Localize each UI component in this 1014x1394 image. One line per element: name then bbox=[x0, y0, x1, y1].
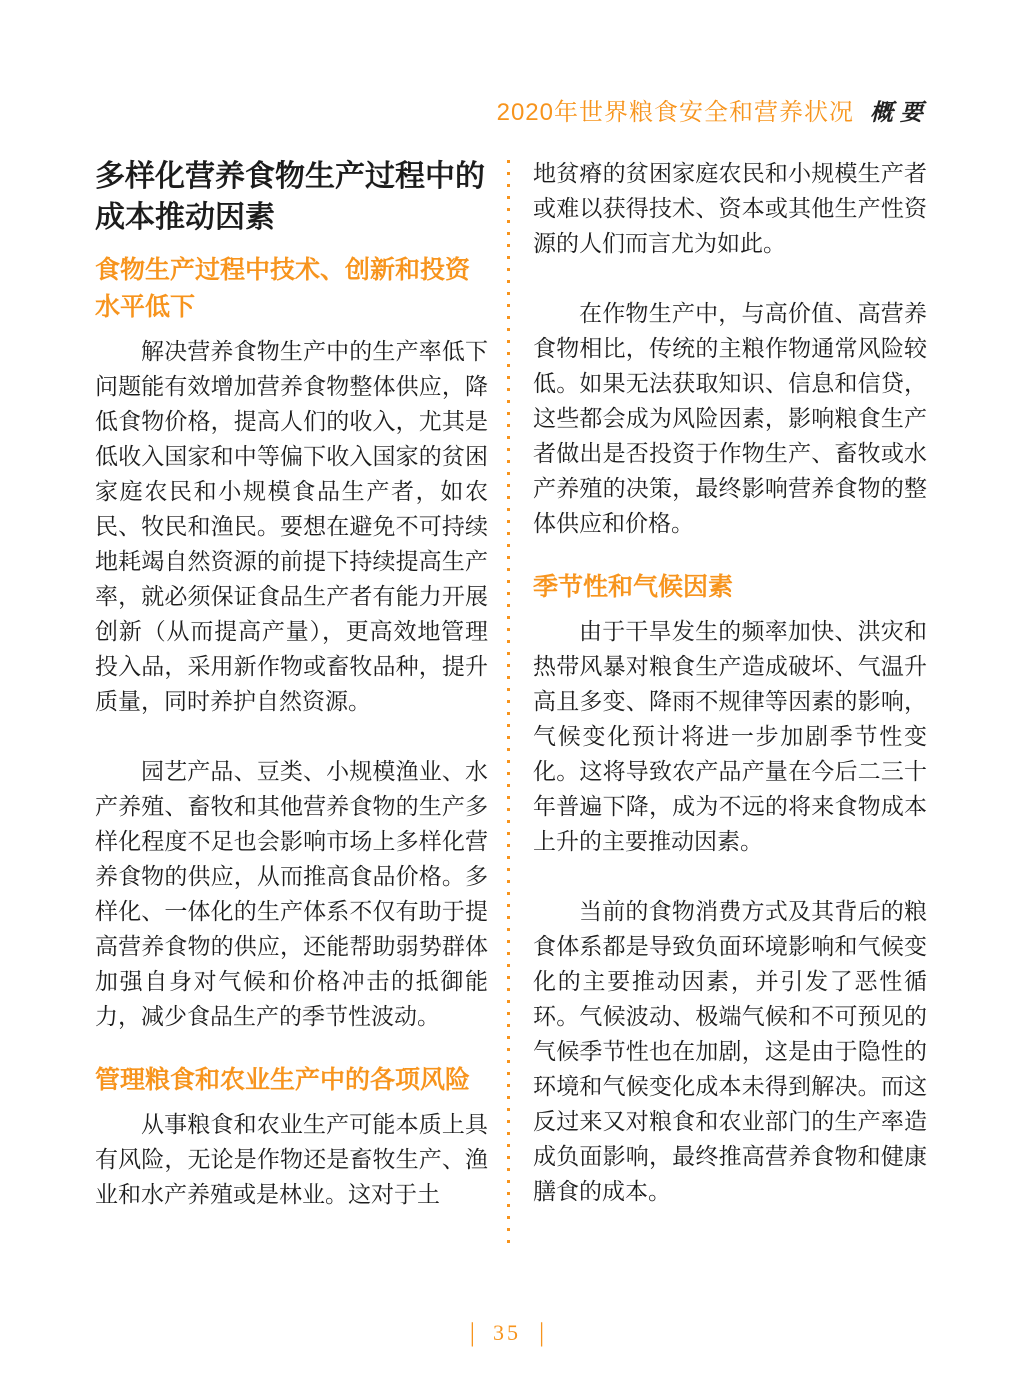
paragraph: 从事粮食和农业生产可能本质上具有风险，无论是作物还是畜牧生产、渔业和水产养殖或是林业。这对于土 bbox=[95, 1112, 488, 1207]
page-number: 35 bbox=[493, 1320, 521, 1345]
right-column bbox=[533, 156, 927, 1209]
footer-separator-right: | bbox=[539, 1318, 545, 1347]
page-footer bbox=[0, 1318, 1014, 1348]
paragraph-continuation: 地贫瘠的贫困家庭农民和小规模生产者或难以获得技术、资本或其他生产性资源的人们而言尤为如此。 bbox=[533, 161, 927, 256]
subheading-seasonality-climate: 季节性和气候因素 bbox=[533, 573, 734, 601]
paragraph: 当前的食物消费方式及其背后的粮食体系都是导致负面环境影响和气候变化的主要推动因素，并引发了恶性循环。气候波动、极端气候和不可预见的气候季节性也在加剧，这是由于隐性的环境和气候变化成本未得到解决。而这反过来又对粮食和农业部门的生产率造成负面影响，最终推高营养食物和健康膳食的成本。 bbox=[533, 899, 927, 1204]
section-label: 概要 bbox=[870, 99, 930, 126]
footer-separator-left: | bbox=[469, 1318, 475, 1347]
paragraph: 园艺产品、豆类、小规模渔业、水产养殖、畜牧和其他营养食物的生产多样化程度不足也会影响市场上多样化营养食物的供应，从而推高食品价格。多样化、一体化的生产体系不仅有助于提高营养食物的供应，还能帮助弱势群体加强自身对气候和价格冲击的抵御能力，减少食品生产的季节性波动。 bbox=[95, 759, 488, 1029]
left-column bbox=[95, 156, 488, 1212]
report-title: 2020年世界粮食安全和营养状况 bbox=[496, 99, 854, 126]
paragraph: 由于干旱发生的频率加快、洪灾和热带风暴对粮食生产造成破坏、气温升高且多变、降雨不规律等因素的影响，气候变化预计将进一步加剧季节性变化。这将导致农产品产量在今后二三十年普遍下降，成为不远的将来食物成本上升的主要推动因素。 bbox=[533, 619, 927, 854]
subheading-technology-innovation-investment: 食物生产过程中技术、创新和投资水平低下 bbox=[95, 256, 471, 321]
running-header bbox=[0, 92, 930, 127]
section-title: 多样化营养食物生产过程中的成本推动因素 bbox=[95, 160, 485, 234]
column-divider-dotted-line bbox=[507, 160, 510, 1246]
paragraph: 解决营养食物生产中的生产率低下问题能有效增加营养食物整体供应，降低食物价格，提高人们的收入，尤其是低收入国家和中等偏下收入国家的贫困家庭农民和小规模食品生产者，如农民、牧民和渔民。要想在避免不可持续地耗竭自然资源的前提下持续提高生产率，就必须保证食品生产者有能力开展创新（从而提高产量），更高效地管理投入品，采用新作物或畜牧品种，提升质量，同时养护自然资源。 bbox=[95, 339, 488, 714]
subheading-managing-risks: 管理粮食和农业生产中的各项风险 bbox=[95, 1066, 471, 1094]
paragraph: 在作物生产中，与高价值、高营养食物相比，传统的主粮作物通常风险较低。如果无法获取知识、信息和信贷，这些都会成为风险因素，影响粮食生产者做出是否投资于作物生产、畜牧或水产养殖的决策，最终影响营养食物的整体供应和价格。 bbox=[533, 301, 927, 536]
